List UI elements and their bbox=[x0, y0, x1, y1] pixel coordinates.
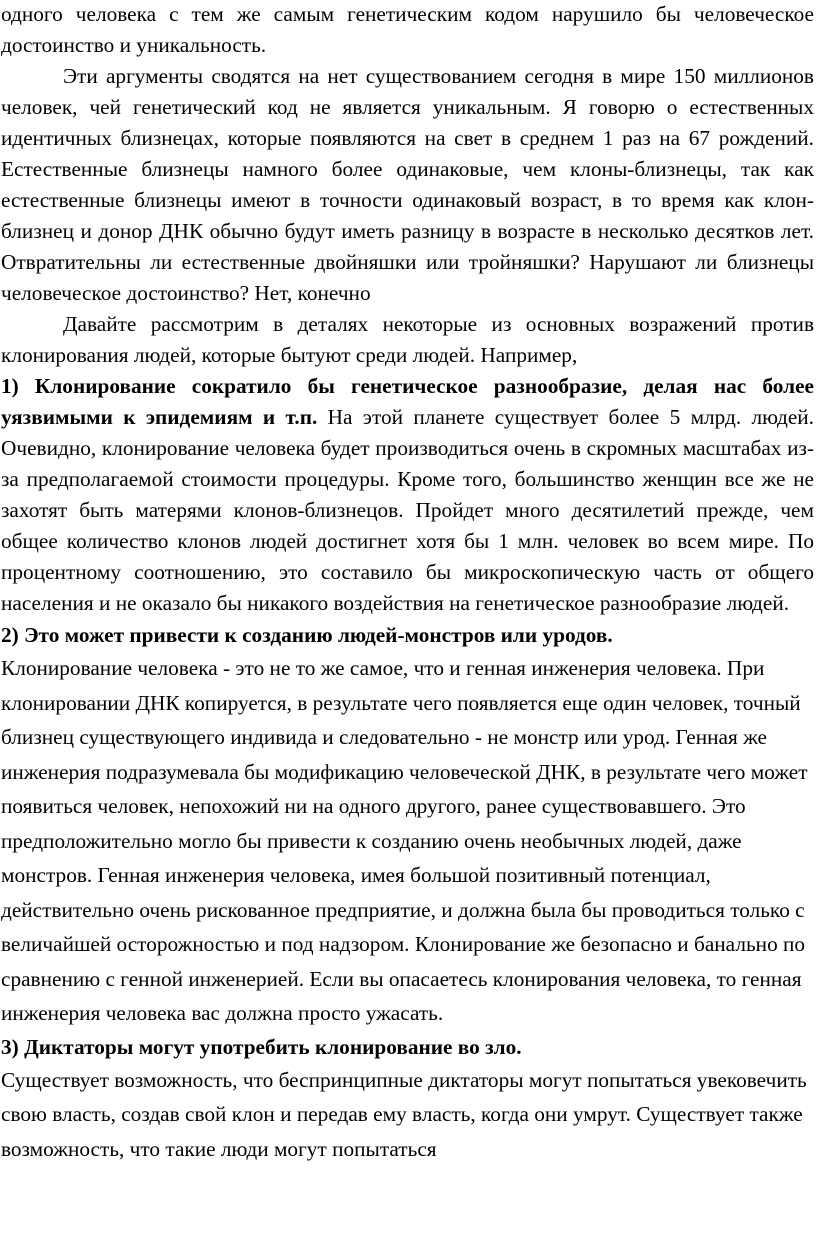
paragraph-twins-argument: Эти аргументы сводятся на нет существованием сегодня в мире 150 миллионов человек, чей генетический код не является уникальным. Я говорю о естественных идентичных близнецах, которые появляются на свет в среднем 1 раз на 67 рождений. Естественные близнецы намного более одинаковые, чем клоны-близнецы, так как естественные близнецы имеют в точности одинаковый возраст, в то время как клон-близнец и донор ДНК обычно будут иметь разницу в возрасте в несколько десятков лет. Отвратительны ли естественные двойняшки или тройняшки? Нарушают ли близнецы человеческое достоинство? Нет, конечно bbox=[1, 64, 814, 305]
objection-1-heading: 1) Клонирование сократило бы генетическое разнообразие, делая нас более уязвимыми к эпидемиям и т.п. bbox=[1, 374, 814, 429]
paragraph-objection-2: Клонирование человека - это не то же самое, что и генная инженерия человека. При клонировании ДНК копируется, в результате чего появляется еще один человек, точный близнец существующего индивида и следовательно - не монстр или урод. Генная же инженерия подразумевала бы модификацию человеческой ДНК, в результате чего может появиться человек, непохожий ни на одного другого, ранее существовавшего. Это предположительно могло бы привести к созданию очень необычных людей, даже монстров. Генная инженерия человека, имея большой позитивный потенциал, действительно очень рискованное предприятие, и должна была бы проводиться только с величайшей осторожностью и под надзором. Клонирование же безопасно и банально по сравнению с генной инженерией. Если вы опасаетесь клонирования человека, то генная инженерия человека вас должна просто ужасать. bbox=[1, 656, 808, 1025]
objection-3-heading: 3) Диктаторы могут употребить клонирование во зло. bbox=[1, 1034, 522, 1059]
paragraph-objection-1 bbox=[1, 371, 814, 619]
objection-1-text: На этой планете существует более 5 млрд. людей. Очевидно, клонирование человека будет производиться очень в скромных масштабах из-за предполагаемой стоимости процедуры. Кроме того, большинство женщин все же не захотят быть матерями клонов-близнецов. Пройдет много десятилетий прежде, чем общее количество клонов людей достигнет хотя бы 1 млн. человек во всем мире. По процентному соотношению, это составило бы микроскопическую часть от общего населения и не оказало бы никакого воздействия на генетическое разнообразие людей. bbox=[1, 405, 814, 615]
paragraph-objections-intro: Давайте рассмотрим в деталях некоторые из основных возражений против клонирования людей, которые бытуют среди людей. Например, bbox=[1, 312, 814, 367]
paragraph-continuation: одного человека с тем же самым генетическим кодом нарушило бы человеческое достоинство и уникальность. bbox=[1, 2, 814, 57]
objection-2-heading: 2) Это может привести к созданию людей-монстров или уродов. bbox=[1, 623, 613, 647]
paragraph-objection-3: Существует возможность, что беспринципные диктаторы могут попытаться увековечить свою власть, создав свой клон и передав ему власть, когда они умрут. Существует также возможность, что такие люди могут попытаться bbox=[1, 1067, 807, 1161]
